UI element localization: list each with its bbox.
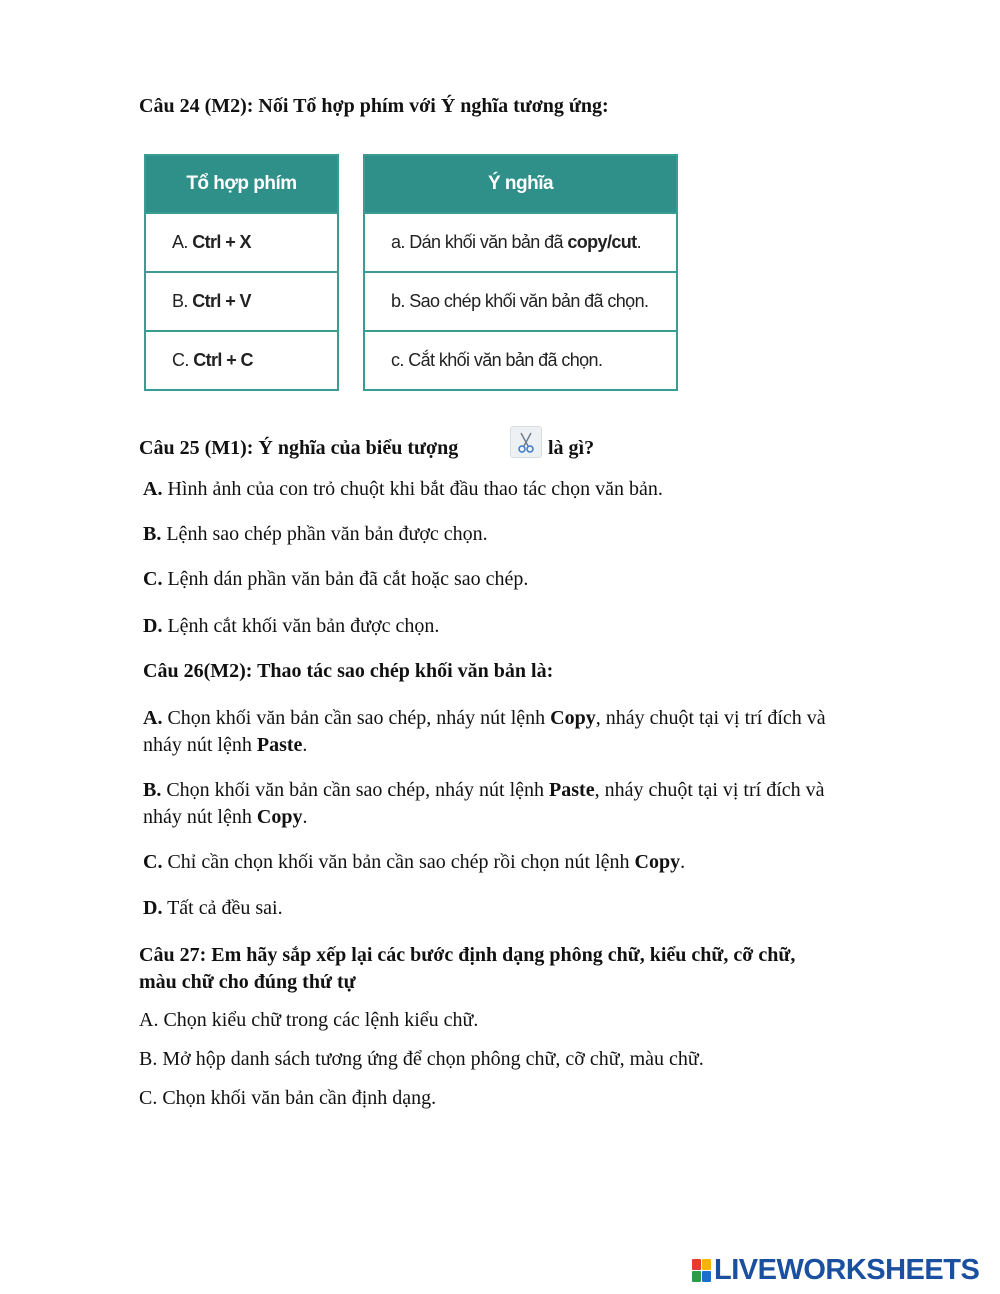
q27-title: Câu 27: Em hãy sắp xếp lại các bước định dạng phông chữ, kiểu chữ, cỡ chữ, màu chữ cho đúng thứ tự [139,944,796,993]
q25-option-a[interactable]: A. Hình ảnh của con trỏ chuột khi bắt đầu thao tác chọn văn bản. [143,478,663,500]
q27-step[interactable]: B. Mở hộp danh sách tương ứng để chọn phông chữ, cỡ chữ, màu chữ. [139,1048,704,1070]
meaning-row[interactable]: c. Cắt khối văn bản đã chọn. [365,330,676,389]
key-combo-header: Tổ hợp phím [146,156,337,212]
q26-option-d[interactable]: D. Tất cả đều sai. [143,897,283,919]
key-combo-row[interactable]: B. Ctrl + V [146,271,337,330]
q25-option-d[interactable]: D. Lệnh cắt khối văn bản được chọn. [143,615,440,637]
key-combo-table [144,154,339,391]
q25-option-c[interactable]: C. Lệnh dán phần văn bản đã cắt hoặc sao chép. [143,568,529,590]
q27-step[interactable]: C. Chọn khối văn bản cần định dạng. [139,1087,437,1109]
liveworksheets-logo [692,1254,979,1287]
meaning-table [363,154,678,391]
q26-option-b[interactable]: B. Chọn khối văn bản cần sao chép, nháy nút lệnh Paste, nháy chuột tại vị trí đích và nháy nút lệnh Copy. [143,779,825,828]
logo-text: LIVEWORKSHEETS [714,1254,980,1286]
key-combo-row[interactable]: A. Ctrl + X [146,212,337,271]
logo-mark-icon [692,1259,711,1282]
meaning-header: Ý nghĩa [365,156,676,212]
q25-title: Câu 25 (M1): Ý nghĩa của biểu tượng [139,437,459,459]
meaning-row[interactable]: a. Dán khối văn bản đã copy/cut. [365,212,676,271]
q26-title: Câu 26(M2): Thao tác sao chép khối văn bản là: [143,660,554,682]
meaning-row[interactable]: b. Sao chép khối văn bản đã chọn. [365,271,676,330]
key-combo-row[interactable]: C. Ctrl + C [146,330,337,389]
q27-step[interactable]: A. Chọn kiểu chữ trong các lệnh kiểu chữ. [139,1009,479,1031]
q24-title: Câu 24 (M2): Nối Tổ hợp phím với Ý nghĩa tương ứng: [139,95,609,117]
q26-option-a[interactable]: A. Chọn khối văn bản cần sao chép, nháy nút lệnh Copy, nháy chuột tại vị trí đích và nháy nút lệnh Paste. [143,707,826,756]
scissors-icon [510,426,542,458]
q25-option-b[interactable]: B. Lệnh sao chép phần văn bản được chọn. [143,523,488,545]
q26-option-c[interactable]: C. Chỉ cần chọn khối văn bản cần sao chép rồi chọn nút lệnh Copy. [143,851,686,873]
q25-title-suffix: là gì? [548,437,595,459]
